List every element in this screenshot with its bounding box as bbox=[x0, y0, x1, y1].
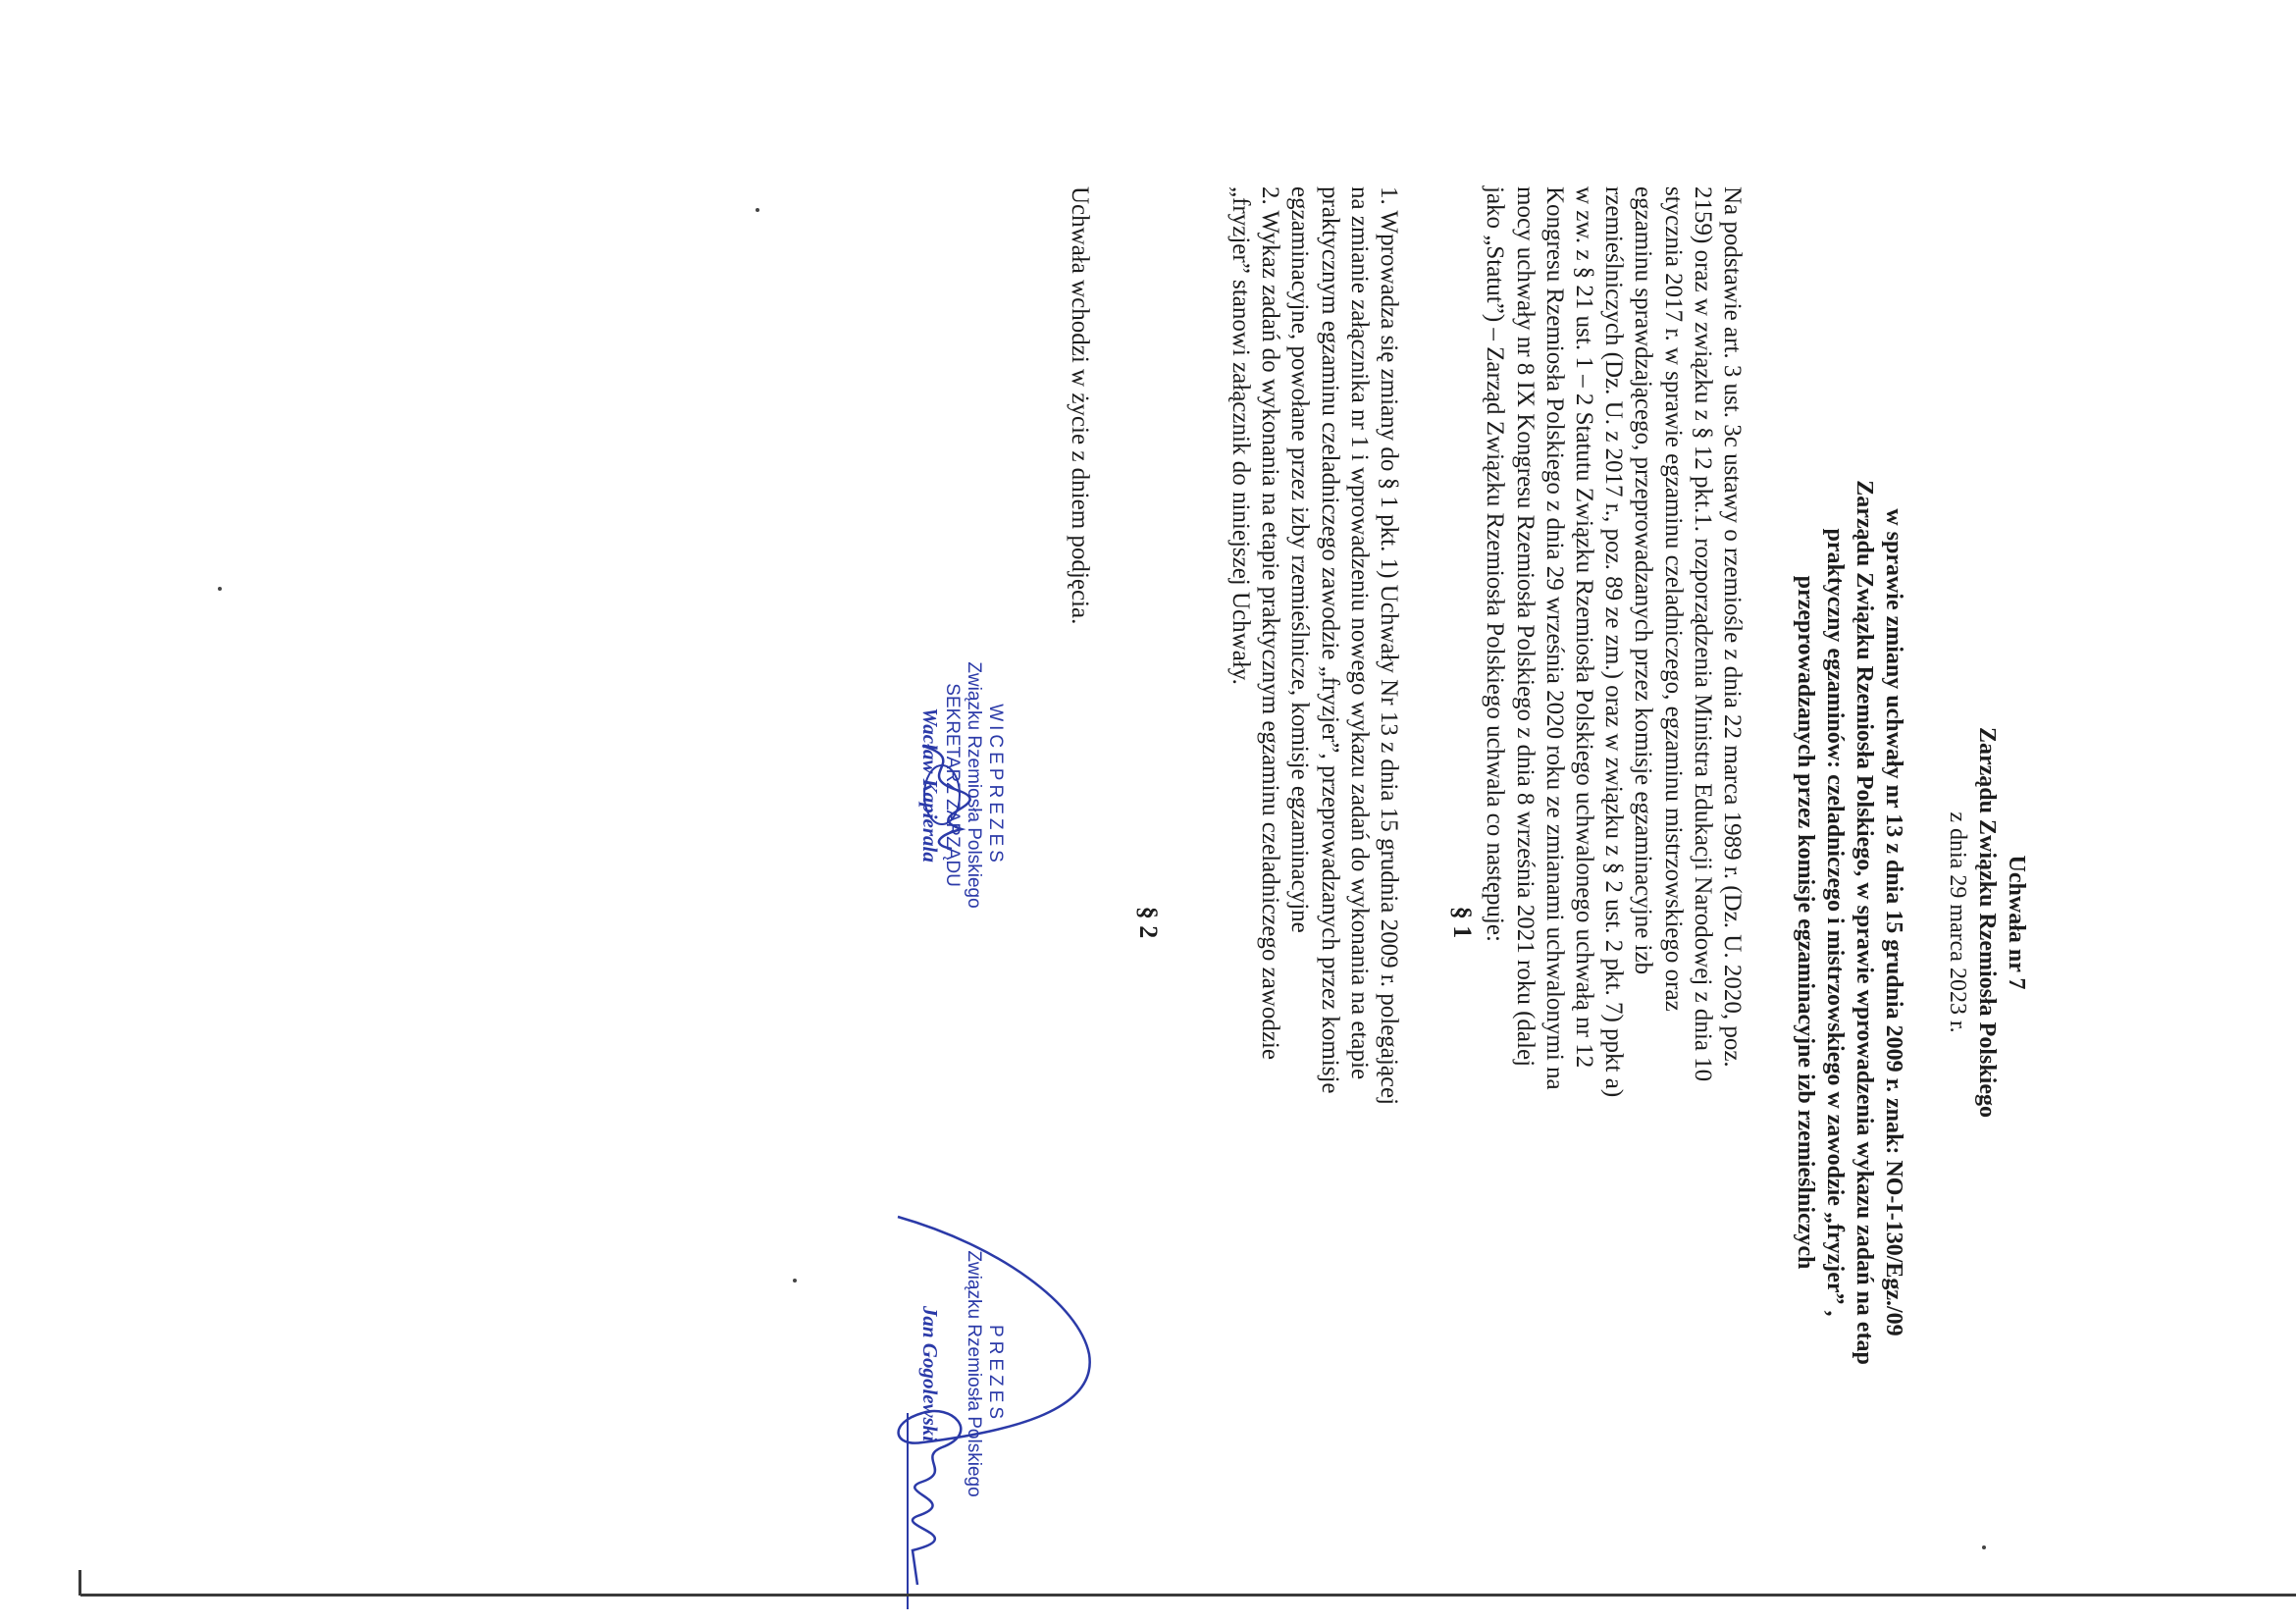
item-2-line: 2. Wykaz zadań do wykonania na etapie praktycznym egzaminu czeladniczego zawodzie bbox=[1257, 186, 1284, 1060]
subject-line: przeprowadzanych przez komisje egzaminacyjne izb rzemieślniczych bbox=[1793, 575, 1818, 1270]
item-1-line: 1. Wprowadza się zmiany do § 1 pkt. 1) Uchwały Nr 13 z dnia 15 grudnia 2009 r. polegającej bbox=[1376, 186, 1402, 1106]
president-stamp bbox=[919, 1197, 1006, 1550]
item-1-line: na zmianie załącznika nr 1 i wprowadzeniu nowego wykazu zadań do wykonania na etapie bbox=[1345, 186, 1373, 1080]
stamp-role: PREZES bbox=[985, 1324, 1006, 1424]
stamp-name: Jan Gogolewski bbox=[918, 1305, 942, 1442]
resolution-date: z dnia 29 marca 2023 r. bbox=[1945, 812, 1970, 1033]
resolution-title: Uchwała nr 7 bbox=[2004, 855, 2029, 990]
section-2-heading: § 2 bbox=[1134, 906, 1163, 939]
preamble-line: 2159) oraz w związku z § 12 pkt.1. rozporządzenia Ministra Edukacji Narodowej z dnia 10 bbox=[1689, 186, 1716, 1082]
issuer: Zarządu Związku Rzemiosła Polskiego bbox=[1974, 726, 2000, 1118]
stamp-name: Wacław Kapierala bbox=[918, 707, 942, 863]
scan-edge-line bbox=[80, 1594, 2296, 1597]
scan-speck bbox=[756, 208, 759, 212]
item-2 bbox=[1226, 186, 1284, 1623]
resolution-subject bbox=[1791, 186, 1908, 1623]
preamble-line: stycznia 2017 r. w sprawie egzaminu czeladniczego, egzaminu mistrzowskiego oraz bbox=[1659, 186, 1687, 1012]
preamble-line: Kongresu Rzemiosła Polskiego z dnia 29 września 2020 roku ze zmianami uchwalonymi na bbox=[1540, 186, 1568, 1090]
stamp-org: Związku Rzemiosła Polskiego bbox=[964, 661, 984, 909]
scan-speck bbox=[793, 1279, 797, 1283]
preamble-line: w zw. z § 21 ust. 1 – 2 Statutu Związku Rzemiosła Polskiego uchwalonego uchwałą nr 12 bbox=[1570, 186, 1597, 1069]
rotated-document bbox=[775, 186, 2031, 1623]
preamble-line: egzaminu sprawdzającego, przeprowadzanych przez komisje egzaminacyjne izb bbox=[1630, 186, 1657, 975]
stamp-function: SEKRETARZ ZARZĄDU bbox=[942, 683, 963, 887]
scan-speck bbox=[1982, 1545, 1986, 1549]
preamble-line: jako „Statut”) – Zarząd Związku Rzemiosła Polskiego uchwala co następuje: bbox=[1482, 186, 1509, 942]
subject-line: w sprawie zmiany uchwały nr 13 z dnia 15 grudnia 2009 r. znak: NO-I-130/Egz./09 bbox=[1881, 508, 1906, 1336]
preamble-line: Na podstawie art. 3 ust. 3c ustawy o rzemiośle z dnia 22 marca 1989 r. (Dz. U. 2020, poz. bbox=[1719, 186, 1746, 1068]
item-1-line: egzaminacyjne, powołane przez izby rzemieślnicze, komisje egzaminacyjne bbox=[1286, 186, 1314, 933]
scan-speck bbox=[218, 587, 222, 591]
item-1 bbox=[1284, 186, 1403, 1623]
vice-president-stamp bbox=[919, 608, 1006, 962]
item-1-line: praktycznym egzaminu czeladniczego zawodzie „fryzjer”, przeprowadzanych przez komisje bbox=[1316, 186, 1343, 1094]
subject-line: Zarządu Związku Rzemiosła Polskiego, w sprawie wprowadzenia wykazu zadań na etap bbox=[1852, 480, 1877, 1365]
stamp-org: Związku Rzemiosła Polskiego bbox=[964, 1250, 984, 1497]
section-1-heading: § 1 bbox=[1448, 906, 1477, 939]
preamble-line: rzemieślniczych (Dz. U. z 2017 r., poz. 89 ze zm.) oraz w związku z § 2 ust. 2 pkt. 7) ppkt a) bbox=[1600, 186, 1628, 1098]
item-2-line: „fryzjer” stanowi załącznik do niniejszej Uchwały. bbox=[1226, 186, 1254, 685]
stamp-role: WICEPREZES bbox=[985, 704, 1006, 866]
preamble-line: mocy uchwały nr 8 IX Kongresu Rzemiosła Polskiego z dnia 8 września 2021 roku (dalej bbox=[1511, 186, 1539, 1068]
subject-line: praktyczny egzaminów: czeladniczego i mistrzowskiego w zawodzie „fryzjer” , bbox=[1822, 528, 1848, 1317]
section-1-items bbox=[1226, 186, 1403, 1623]
closing-clause: Uchwała wchodzi w życie z dniem podjęcia. bbox=[1067, 186, 1093, 625]
preamble bbox=[1480, 186, 1747, 1623]
title-block bbox=[1943, 186, 2031, 1623]
scan-edge-tick bbox=[78, 1570, 81, 1596]
